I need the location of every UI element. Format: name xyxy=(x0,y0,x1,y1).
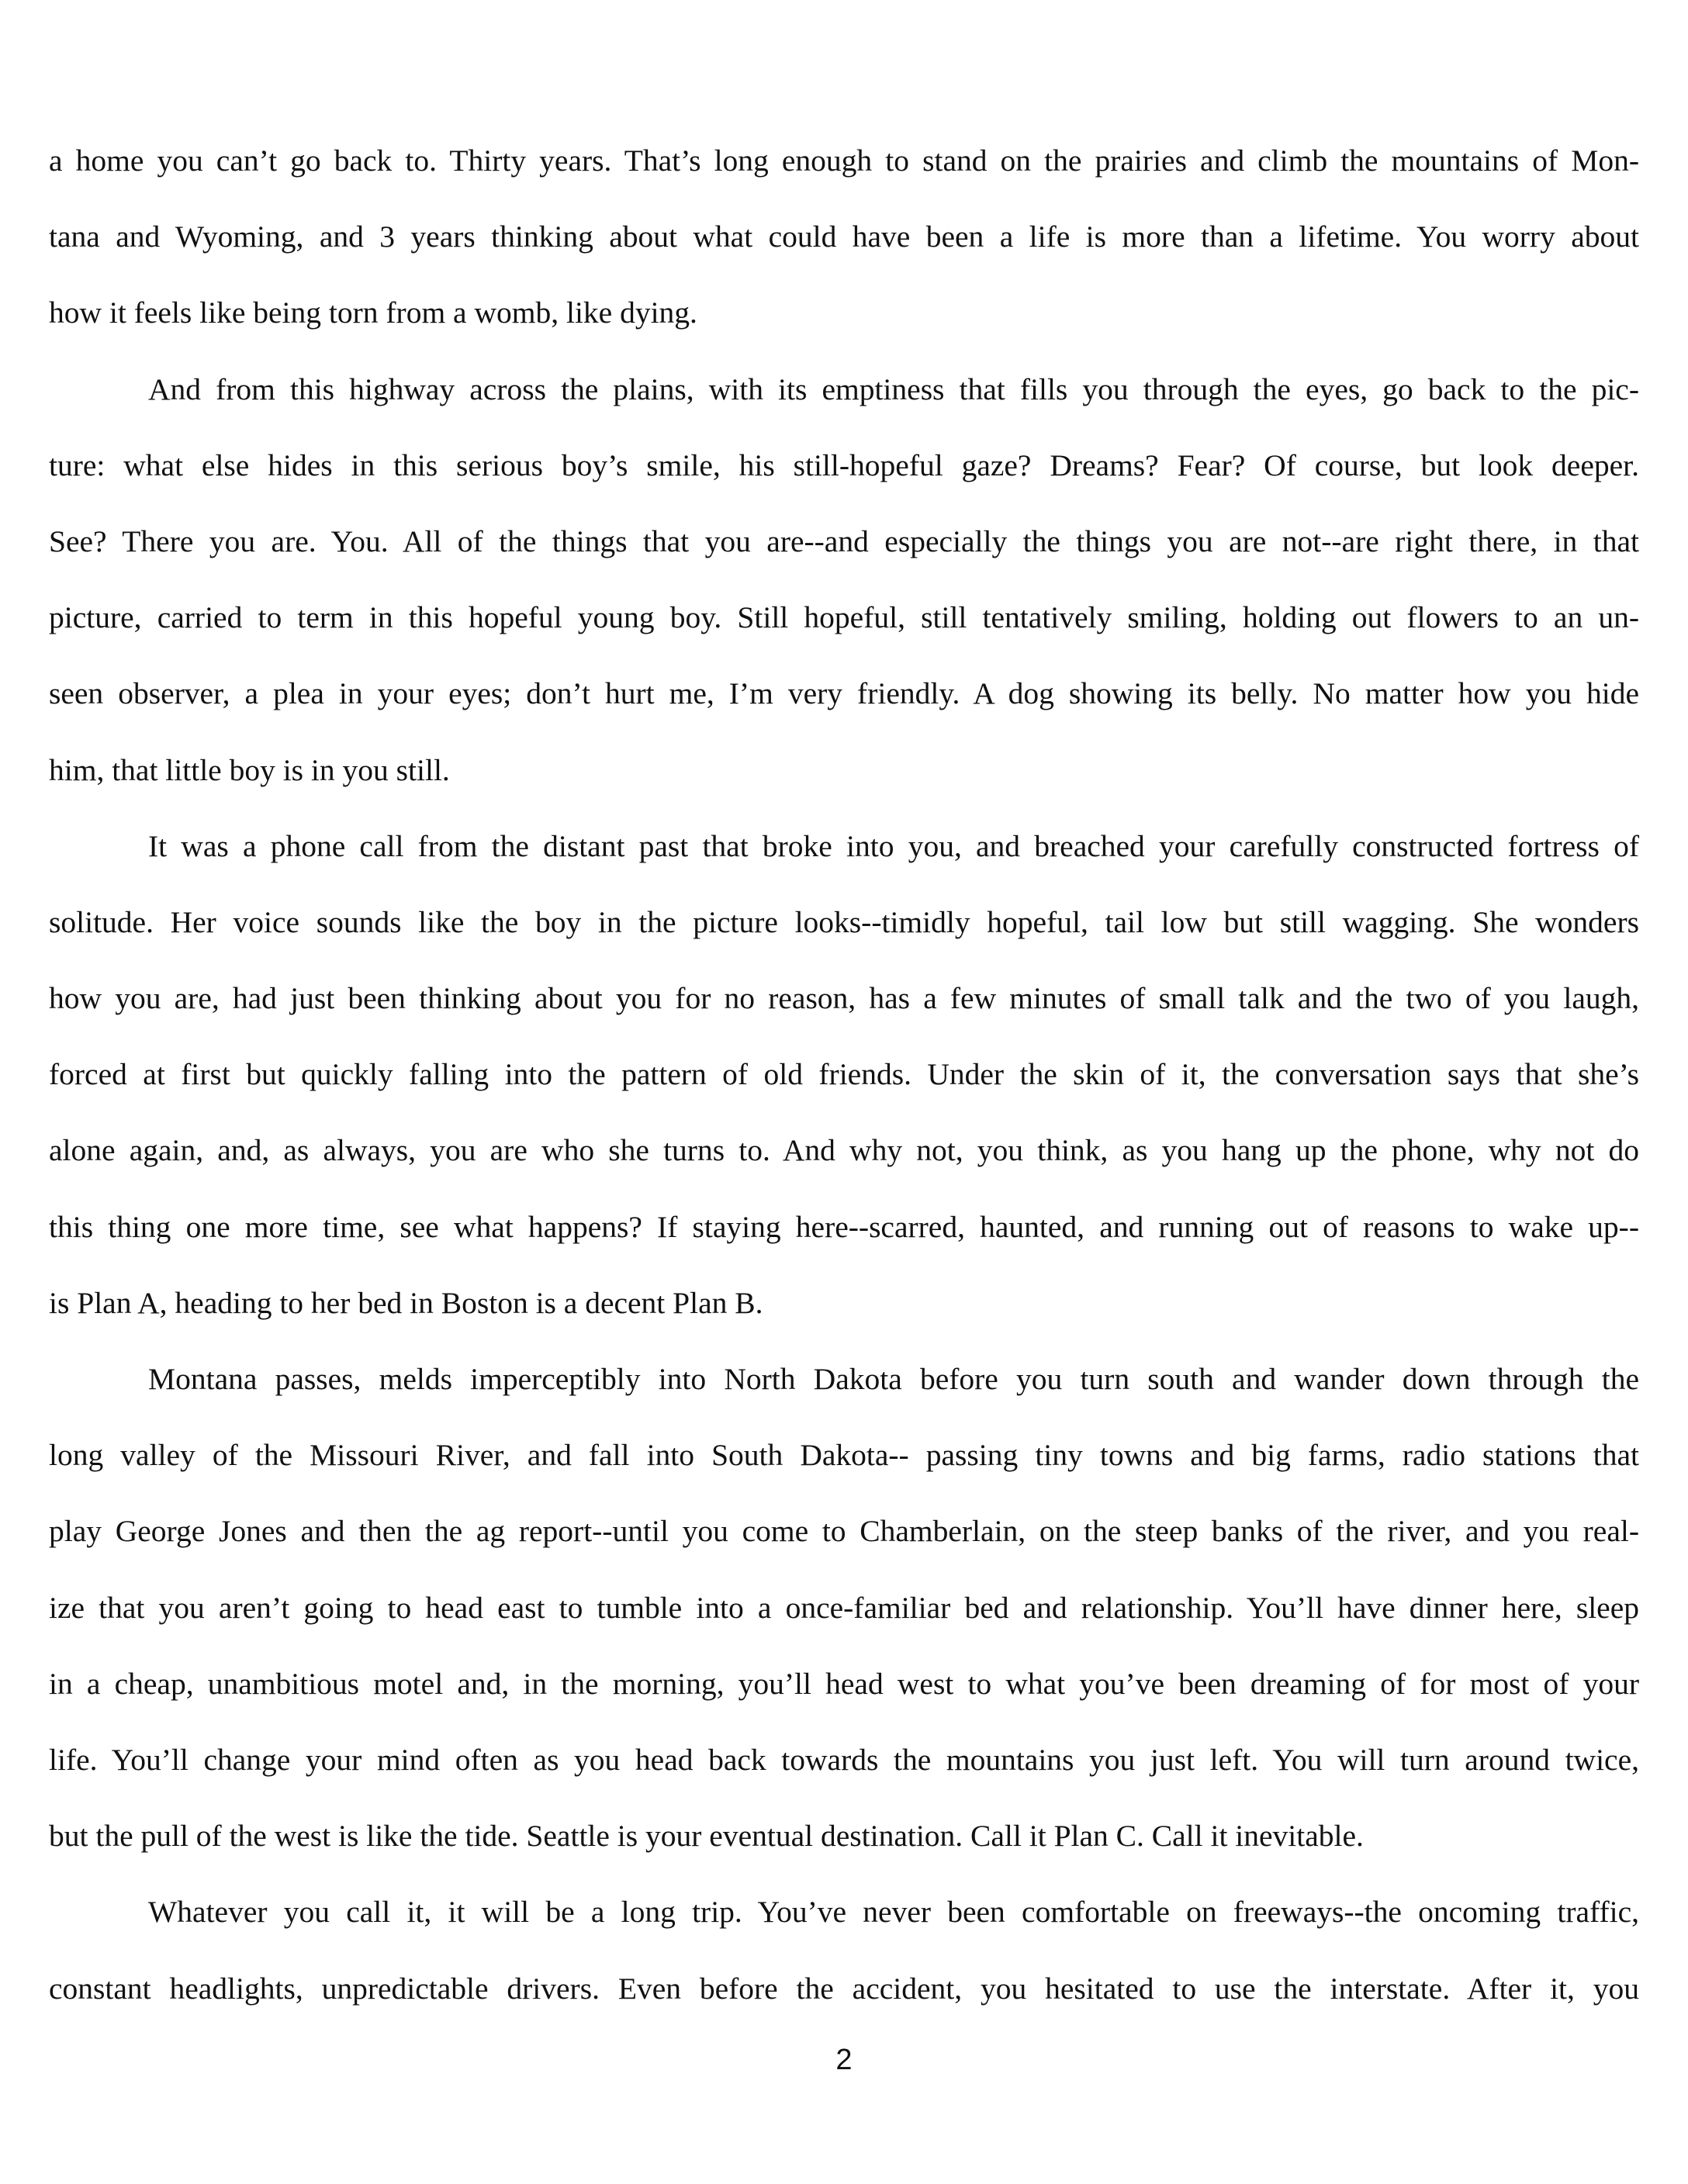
text-line: forced at first but quickly falling into the pattern of old friends. Under the skin of it, the conversation says that she’s xyxy=(49,1057,1639,1092)
text-line: Montana passes, melds imperceptibly into North Dakota before you turn south and wander down through the xyxy=(148,1362,1639,1396)
text-line: And from this highway across the plains, with its emptiness that fills you through the eyes, go back to the pic- xyxy=(148,371,1639,406)
text-line: tana and Wyoming, and 3 years thinking about what could have been a life is more than a lifetime. You worry about xyxy=(49,219,1639,254)
text-line: how you are, had just been thinking about you for no reason, has a few minutes of small talk and the two of you laugh, xyxy=(49,981,1639,1016)
text-line: him, that little boy is in you still. xyxy=(49,752,450,787)
text-line: play George Jones and then the ag report--until you come to Chamberlain, on the steep banks of the river, and you real- xyxy=(49,1514,1639,1549)
text-line: seen observer, a plea in your eyes; don’t hurt me, I’m very friendly. A dog showing its belly. No matter how you hide xyxy=(49,676,1639,711)
text-line: in a cheap, unambitious motel and, in the morning, you’ll head west to what you’ve been dreaming of for most of your xyxy=(49,1666,1639,1701)
text-line: a home you can’t go back to. Thirty years. That’s long enough to stand on the prairies and climb the mountains of Mon- xyxy=(49,143,1639,178)
text-line: constant headlights, unpredictable drivers. Even before the accident, you hesitated to use the interstate. After it, you xyxy=(49,1971,1639,2006)
text-line: long valley of the Missouri River, and fall into South Dakota-- passing tiny towns and big farms, radio stations that xyxy=(49,1438,1639,1473)
text-line: It was a phone call from the distant past that broke into you, and breached your carefully constructed fortress of xyxy=(148,828,1639,863)
text-line: this thing one more time, see what happens? If staying here--scarred, haunted, and running out of reasons to wake up-- xyxy=(49,1209,1639,1244)
text-line: how it feels like being torn from a womb, like dying. xyxy=(49,295,697,330)
body-text xyxy=(49,133,1639,2037)
page-number: 2 xyxy=(835,2044,853,2076)
text-line: is Plan A, heading to her bed in Boston is a decent Plan B. xyxy=(49,1285,763,1320)
text-line: alone again, and, as always, you are who she turns to. And why not, you think, as you hang up the phone, why not do xyxy=(49,1133,1639,1168)
text-line: solitude. Her voice sounds like the boy in the picture looks--timidly hopeful, tail low but still wagging. She wonders xyxy=(49,904,1639,939)
text-line: life. You’ll change your mind often as you head back towards the mountains you just left. You will turn around twice, xyxy=(49,1742,1639,1777)
text-line: ture: what else hides in this serious boy’s smile, his still-hopeful gaze? Dreams? Fear? Of course, but look deeper. xyxy=(49,448,1639,482)
text-line: See? There you are. You. All of the things that you are--and especially the things you are not--are right there, in that xyxy=(49,524,1639,558)
text-line: Whatever you call it, it will be a long trip. You’ve never been comfortable on freeways--the oncoming traffic, xyxy=(148,1895,1639,1930)
text-line: but the pull of the west is like the tide. Seattle is your eventual destination. Call it Plan C. Call it inevitable. xyxy=(49,1819,1364,1854)
text-line: ize that you aren’t going to head east to tumble into a once-familiar bed and relationship. You’ll have dinner here, sleep xyxy=(49,1590,1639,1625)
text-line: picture, carried to term in this hopeful young boy. Still hopeful, still tentatively smiling, holding out flowers to an un- xyxy=(49,600,1639,635)
